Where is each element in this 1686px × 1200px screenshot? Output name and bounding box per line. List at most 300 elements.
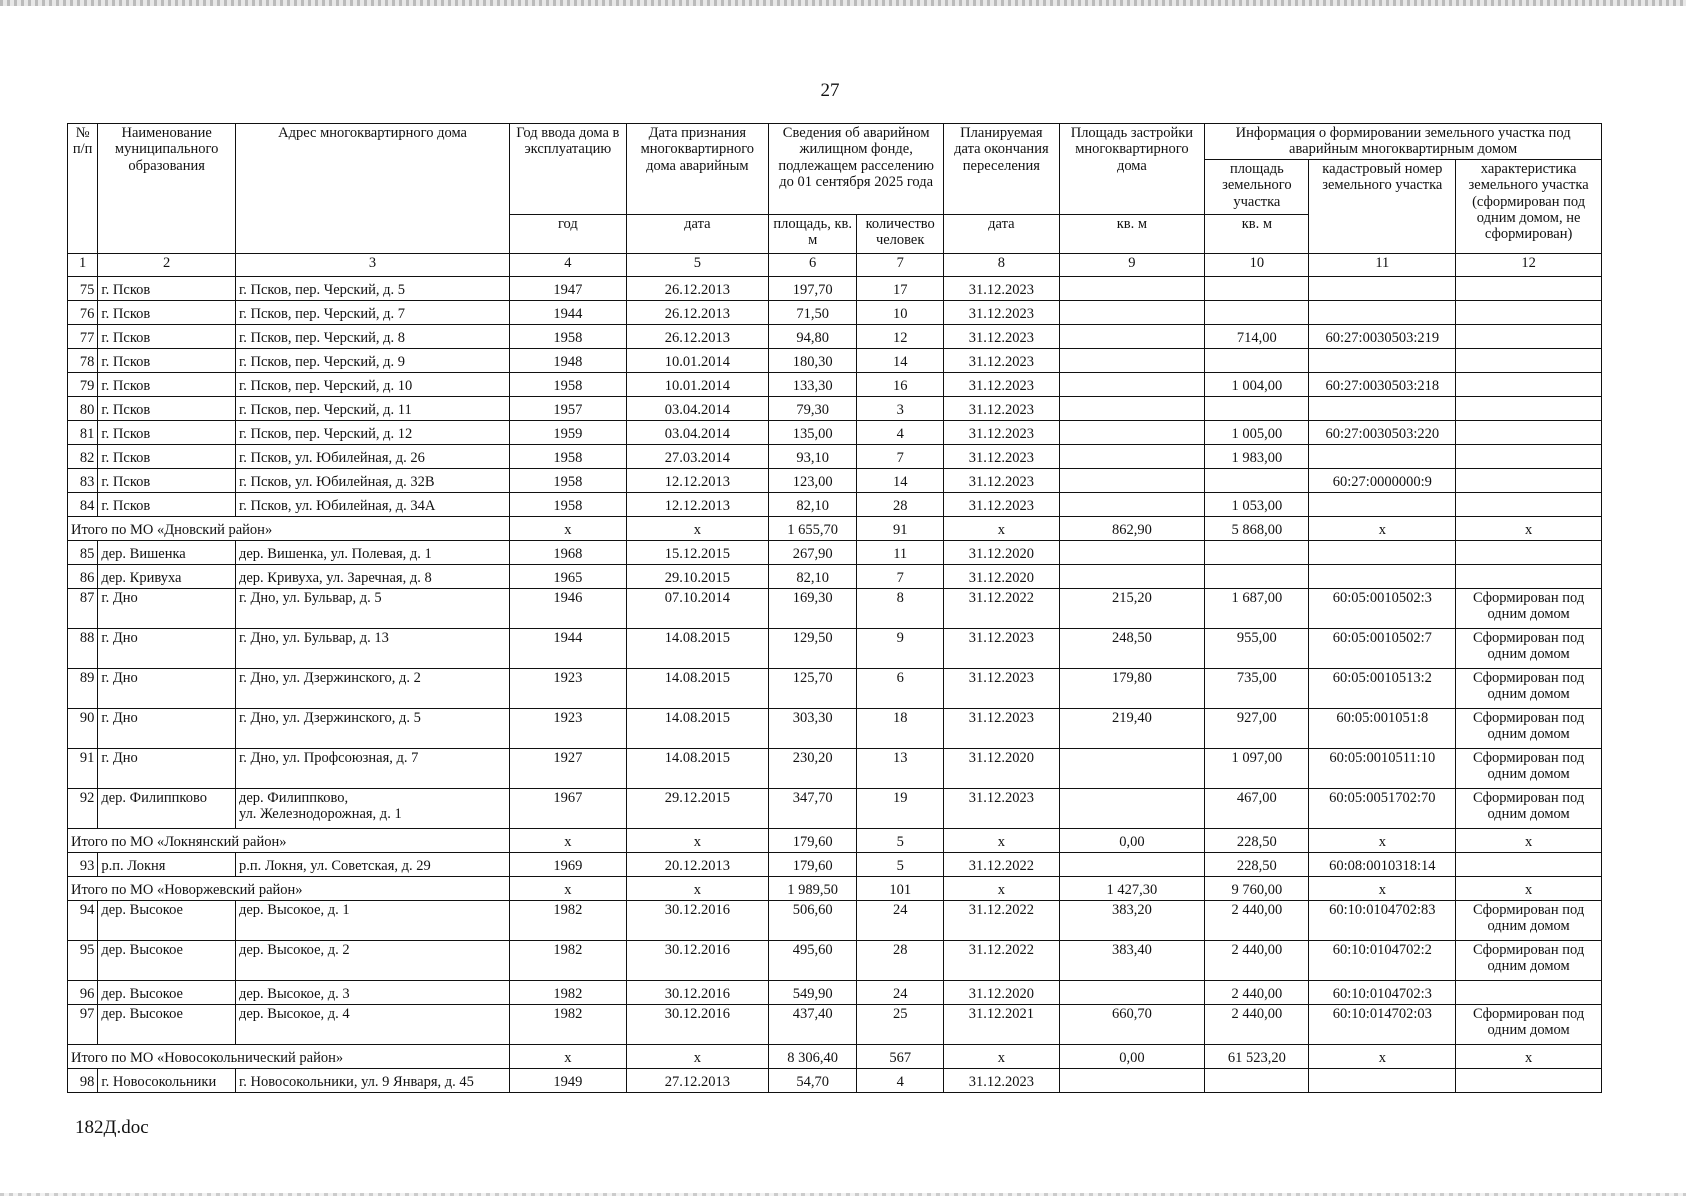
build-area-cell: 1 427,30 <box>1059 876 1205 900</box>
municipality-cell: г. Псков <box>98 468 236 492</box>
people-count-cell: 5 <box>857 828 944 852</box>
header-fund: Сведения об аварийном жилищном фонде, подлежащем расселению до 01 сентября 2025 года <box>769 124 944 215</box>
year-cell: х <box>510 1044 626 1068</box>
recognition-date-cell: 14.08.2015 <box>626 748 769 788</box>
cadastral-number-cell: 60:27:0030503:220 <box>1309 420 1456 444</box>
municipality-cell: дер. Высокое <box>98 980 236 1004</box>
cadastral-number-cell: 60:27:0030503:218 <box>1309 372 1456 396</box>
row-number: 89 <box>68 668 98 708</box>
recognition-date-cell: 26.12.2013 <box>626 276 769 300</box>
municipality-cell: г. Псков <box>98 492 236 516</box>
fund-area-cell: 347,70 <box>769 788 857 828</box>
cadastral-number-cell: 60:05:001051:8 <box>1309 708 1456 748</box>
recognition-date-cell: 03.04.2014 <box>626 396 769 420</box>
people-count-cell: 4 <box>857 420 944 444</box>
fund-area-cell: 54,70 <box>769 1068 857 1092</box>
header-year: Год ввода дома в эксплуатацию <box>510 124 626 215</box>
build-area-cell: 862,90 <box>1059 516 1205 540</box>
plan-date-cell: 31.12.2023 <box>944 1068 1059 1092</box>
people-count-cell: 10 <box>857 300 944 324</box>
plan-date-cell: 31.12.2023 <box>944 396 1059 420</box>
plan-date-cell: 31.12.2021 <box>944 1004 1059 1044</box>
address-cell: г. Дно, ул. Бульвар, д. 13 <box>235 628 509 668</box>
column-number: 9 <box>1059 253 1205 276</box>
people-count-cell: 18 <box>857 708 944 748</box>
land-area-cell: 1 004,00 <box>1205 372 1309 396</box>
plan-date-cell: 31.12.2023 <box>944 372 1059 396</box>
municipality-cell: дер. Филиппково <box>98 788 236 828</box>
plan-date-cell: 31.12.2023 <box>944 492 1059 516</box>
cadastral-number-cell <box>1309 1068 1456 1092</box>
people-count-cell: 24 <box>857 980 944 1004</box>
row-number: 93 <box>68 852 98 876</box>
build-area-cell <box>1059 980 1205 1004</box>
municipality-cell: г. Дно <box>98 628 236 668</box>
column-number: 8 <box>944 253 1059 276</box>
build-area-cell: 179,80 <box>1059 668 1205 708</box>
row-number: 95 <box>68 940 98 980</box>
land-area-cell: 955,00 <box>1205 628 1309 668</box>
unit-date: дата <box>626 214 769 253</box>
fund-area-cell: 179,60 <box>769 852 857 876</box>
table-row <box>68 540 1602 564</box>
cadastral-number-cell <box>1309 348 1456 372</box>
address-cell: дер. Филиппково, ул. Железнодорожная, д. 1 <box>235 788 509 828</box>
column-number: 2 <box>98 253 236 276</box>
year-cell: 1958 <box>510 324 626 348</box>
recognition-date-cell: 14.08.2015 <box>626 628 769 668</box>
year-cell: 1949 <box>510 1068 626 1092</box>
recognition-date-cell: 30.12.2016 <box>626 980 769 1004</box>
cadastral-number-cell <box>1309 444 1456 468</box>
municipality-cell: г. Новосокольники <box>98 1068 236 1092</box>
plan-date-cell: 31.12.2023 <box>944 788 1059 828</box>
year-cell: 1982 <box>510 1004 626 1044</box>
land-area-cell: 2 440,00 <box>1205 980 1309 1004</box>
row-number: 81 <box>68 420 98 444</box>
recognition-date-cell: 30.12.2016 <box>626 1004 769 1044</box>
people-count-cell: 25 <box>857 1004 944 1044</box>
row-number: 88 <box>68 628 98 668</box>
cadastral-number-cell: 60:08:0010318:14 <box>1309 852 1456 876</box>
recognition-date-cell: 26.12.2013 <box>626 300 769 324</box>
column-number: 11 <box>1309 253 1456 276</box>
address-cell: г. Псков, пер. Черский, д. 12 <box>235 420 509 444</box>
land-area-cell: 467,00 <box>1205 788 1309 828</box>
scan-edge-top <box>0 0 1686 6</box>
land-characteristic-cell <box>1456 348 1602 372</box>
table-row <box>68 1068 1602 1092</box>
cadastral-number-cell: 60:05:0010511:10 <box>1309 748 1456 788</box>
land-area-cell: 228,50 <box>1205 852 1309 876</box>
row-number: 96 <box>68 980 98 1004</box>
municipality-cell: дер. Высокое <box>98 1004 236 1044</box>
plan-date-cell: 31.12.2023 <box>944 444 1059 468</box>
build-area-cell: 383,40 <box>1059 940 1205 980</box>
address-cell: г. Дно, ул. Бульвар, д. 5 <box>235 588 509 628</box>
year-cell: 1982 <box>510 940 626 980</box>
address-cell: г. Псков, пер. Черский, д. 8 <box>235 324 509 348</box>
build-area-cell <box>1059 396 1205 420</box>
address-cell: г. Псков, пер. Черский, д. 7 <box>235 300 509 324</box>
land-area-cell <box>1205 348 1309 372</box>
plan-date-cell: 31.12.2023 <box>944 708 1059 748</box>
recognition-date-cell: 10.01.2014 <box>626 372 769 396</box>
header-mo: Наименование муниципального образования <box>98 124 236 254</box>
subtotal-label: Итого по МО «Новоржевский район» <box>68 876 510 900</box>
recognition-date-cell: 30.12.2016 <box>626 940 769 980</box>
cadastral-number-cell: х <box>1309 876 1456 900</box>
fund-area-cell: 169,30 <box>769 588 857 628</box>
year-cell: 1923 <box>510 668 626 708</box>
subtotal-row <box>68 1044 1602 1068</box>
recognition-date-cell: 29.12.2015 <box>626 788 769 828</box>
address-cell: г. Дно, ул. Профсоюзная, д. 7 <box>235 748 509 788</box>
land-characteristic-cell <box>1456 396 1602 420</box>
year-cell: 1946 <box>510 588 626 628</box>
plan-date-cell: х <box>944 1044 1059 1068</box>
people-count-cell: 6 <box>857 668 944 708</box>
row-number: 86 <box>68 564 98 588</box>
year-cell: 1958 <box>510 468 626 492</box>
cadastral-number-cell: 60:27:0030503:219 <box>1309 324 1456 348</box>
table-row <box>68 396 1602 420</box>
table-row <box>68 324 1602 348</box>
fund-area-cell: 123,00 <box>769 468 857 492</box>
land-characteristic-cell <box>1456 372 1602 396</box>
cadastral-number-cell: 60:10:014702:03 <box>1309 1004 1456 1044</box>
subtotal-label: Итого по МО «Дновский район» <box>68 516 510 540</box>
cadastral-number-cell: 60:10:0104702:2 <box>1309 940 1456 980</box>
row-number: 87 <box>68 588 98 628</box>
fund-area-cell: 197,70 <box>769 276 857 300</box>
municipality-cell: г. Псков <box>98 372 236 396</box>
people-count-cell: 28 <box>857 492 944 516</box>
land-characteristic-cell <box>1456 540 1602 564</box>
land-characteristic-cell: Сформирован под одним домом <box>1456 788 1602 828</box>
land-characteristic-cell <box>1456 276 1602 300</box>
table-row <box>68 748 1602 788</box>
fund-area-cell: 94,80 <box>769 324 857 348</box>
people-count-cell: 24 <box>857 900 944 940</box>
row-number: 77 <box>68 324 98 348</box>
fund-area-cell: 1 989,50 <box>769 876 857 900</box>
recognition-date-cell: 27.12.2013 <box>626 1068 769 1092</box>
people-count-cell: 3 <box>857 396 944 420</box>
land-area-cell: 1 097,00 <box>1205 748 1309 788</box>
row-number: 83 <box>68 468 98 492</box>
people-count-cell: 9 <box>857 628 944 668</box>
row-number: 82 <box>68 444 98 468</box>
address-cell: г. Псков, пер. Черский, д. 5 <box>235 276 509 300</box>
row-number: 91 <box>68 748 98 788</box>
land-characteristic-cell <box>1456 980 1602 1004</box>
recognition-date-cell: 12.12.2013 <box>626 492 769 516</box>
build-area-cell: 0,00 <box>1059 1044 1205 1068</box>
table-row <box>68 492 1602 516</box>
row-number: 85 <box>68 540 98 564</box>
address-cell: г. Псков, пер. Черский, д. 11 <box>235 396 509 420</box>
people-count-cell: 19 <box>857 788 944 828</box>
plan-date-cell: 31.12.2020 <box>944 564 1059 588</box>
recognition-date-cell: 29.10.2015 <box>626 564 769 588</box>
row-number: 76 <box>68 300 98 324</box>
table-row <box>68 900 1602 940</box>
land-area-cell: 5 868,00 <box>1205 516 1309 540</box>
row-number: 92 <box>68 788 98 828</box>
column-number: 1 <box>68 253 98 276</box>
table-row <box>68 788 1602 828</box>
plan-date-cell: 31.12.2023 <box>944 628 1059 668</box>
municipality-cell: г. Дно <box>98 708 236 748</box>
header-land-info: Информация о формировании земельного участка под аварийным многоквартирным домом <box>1205 124 1602 160</box>
municipality-cell: г. Псков <box>98 300 236 324</box>
address-cell: г. Новосокольники, ул. 9 Января, д. 45 <box>235 1068 509 1092</box>
table-row <box>68 708 1602 748</box>
year-cell: 1965 <box>510 564 626 588</box>
build-area-cell: 215,20 <box>1059 588 1205 628</box>
land-area-cell <box>1205 396 1309 420</box>
municipality-cell: г. Дно <box>98 588 236 628</box>
land-area-cell: 714,00 <box>1205 324 1309 348</box>
year-cell: х <box>510 876 626 900</box>
build-area-cell <box>1059 540 1205 564</box>
build-area-cell <box>1059 468 1205 492</box>
cadastral-number-cell: 60:05:0010502:3 <box>1309 588 1456 628</box>
people-count-cell: 567 <box>857 1044 944 1068</box>
subtotal-row <box>68 516 1602 540</box>
municipality-cell: г. Псков <box>98 396 236 420</box>
year-cell: 1957 <box>510 396 626 420</box>
row-number: 78 <box>68 348 98 372</box>
row-number: 90 <box>68 708 98 748</box>
plan-date-cell: 31.12.2023 <box>944 420 1059 444</box>
land-characteristic-cell <box>1456 468 1602 492</box>
municipality-cell: г. Псков <box>98 420 236 444</box>
fund-area-cell: 180,30 <box>769 348 857 372</box>
build-area-cell <box>1059 372 1205 396</box>
unit-year: год <box>510 214 626 253</box>
unit-area: площадь, кв. м <box>769 214 857 253</box>
recognition-date-cell: 10.01.2014 <box>626 348 769 372</box>
address-cell: дер. Высокое, д. 4 <box>235 1004 509 1044</box>
municipality-cell: г. Псков <box>98 324 236 348</box>
build-area-cell <box>1059 300 1205 324</box>
table-row <box>68 980 1602 1004</box>
people-count-cell: 16 <box>857 372 944 396</box>
land-characteristic-cell <box>1456 324 1602 348</box>
header-num: № п/п <box>68 124 98 254</box>
column-number: 10 <box>1205 253 1309 276</box>
municipality-cell: г. Псков <box>98 444 236 468</box>
fund-area-cell: 129,50 <box>769 628 857 668</box>
municipality-cell: г. Псков <box>98 276 236 300</box>
build-area-cell: 0,00 <box>1059 828 1205 852</box>
build-area-cell <box>1059 444 1205 468</box>
people-count-cell: 4 <box>857 1068 944 1092</box>
column-number: 6 <box>769 253 857 276</box>
fund-area-cell: 437,40 <box>769 1004 857 1044</box>
year-cell: х <box>510 516 626 540</box>
people-count-cell: 12 <box>857 324 944 348</box>
people-count-cell: 7 <box>857 564 944 588</box>
land-characteristic-cell: Сформирован под одним домом <box>1456 668 1602 708</box>
year-cell: 1958 <box>510 492 626 516</box>
cadastral-number-cell <box>1309 300 1456 324</box>
build-area-cell <box>1059 420 1205 444</box>
land-characteristic-cell: Сформирован под одним домом <box>1456 628 1602 668</box>
table-row <box>68 276 1602 300</box>
year-cell: 1948 <box>510 348 626 372</box>
plan-date-cell: 31.12.2020 <box>944 748 1059 788</box>
people-count-cell: 7 <box>857 444 944 468</box>
land-area-cell: 2 440,00 <box>1205 940 1309 980</box>
table-row <box>68 852 1602 876</box>
cadastral-number-cell: 60:05:0010513:2 <box>1309 668 1456 708</box>
year-cell: 1944 <box>510 628 626 668</box>
land-area-cell: 1 053,00 <box>1205 492 1309 516</box>
municipality-cell: г. Дно <box>98 748 236 788</box>
row-number: 94 <box>68 900 98 940</box>
fund-area-cell: 71,50 <box>769 300 857 324</box>
plan-date-cell: 31.12.2023 <box>944 324 1059 348</box>
people-count-cell: 13 <box>857 748 944 788</box>
address-cell: г. Псков, ул. Юбилейная, д. 34А <box>235 492 509 516</box>
fund-area-cell: 495,60 <box>769 940 857 980</box>
fund-area-cell: 303,30 <box>769 708 857 748</box>
scan-edge-bottom <box>0 1193 1686 1196</box>
table-row <box>68 444 1602 468</box>
recognition-date-cell: 27.03.2014 <box>626 444 769 468</box>
people-count-cell: 14 <box>857 348 944 372</box>
people-count-cell: 101 <box>857 876 944 900</box>
land-characteristic-cell: Сформирован под одним домом <box>1456 588 1602 628</box>
column-number: 3 <box>235 253 509 276</box>
column-number: 7 <box>857 253 944 276</box>
subtotal-label: Итого по МО «Локнянский район» <box>68 828 510 852</box>
address-cell: г. Псков, пер. Черский, д. 10 <box>235 372 509 396</box>
row-number: 80 <box>68 396 98 420</box>
build-area-cell: 219,40 <box>1059 708 1205 748</box>
emergency-housing-table <box>67 123 1602 1093</box>
year-cell: 1958 <box>510 372 626 396</box>
people-count-cell: 14 <box>857 468 944 492</box>
land-characteristic-cell <box>1456 492 1602 516</box>
subtotal-row <box>68 828 1602 852</box>
plan-date-cell: 31.12.2023 <box>944 300 1059 324</box>
land-characteristic-cell <box>1456 444 1602 468</box>
land-characteristic-cell: Сформирован под одним домом <box>1456 900 1602 940</box>
recognition-date-cell: 12.12.2013 <box>626 468 769 492</box>
land-characteristic-cell: Сформирован под одним домом <box>1456 940 1602 980</box>
land-area-cell: 1 983,00 <box>1205 444 1309 468</box>
land-area-cell <box>1205 1068 1309 1092</box>
municipality-cell: р.п. Локня <box>98 852 236 876</box>
column-number-row <box>68 253 1602 276</box>
people-count-cell: 8 <box>857 588 944 628</box>
page-number: 27 <box>820 80 840 101</box>
header-land-area: площадь земельного участка <box>1205 159 1309 214</box>
address-cell: дер. Высокое, д. 3 <box>235 980 509 1004</box>
unit-land-area: кв. м <box>1205 214 1309 253</box>
plan-date-cell: х <box>944 828 1059 852</box>
table-row <box>68 564 1602 588</box>
year-cell: 1958 <box>510 444 626 468</box>
row-number: 84 <box>68 492 98 516</box>
land-characteristic-cell <box>1456 420 1602 444</box>
recognition-date-cell: 26.12.2013 <box>626 324 769 348</box>
people-count-cell: 91 <box>857 516 944 540</box>
table-row <box>68 628 1602 668</box>
address-cell: дер. Высокое, д. 2 <box>235 940 509 980</box>
column-number: 12 <box>1456 253 1602 276</box>
land-characteristic-cell <box>1456 564 1602 588</box>
build-area-cell: 248,50 <box>1059 628 1205 668</box>
fund-area-cell: 82,10 <box>769 564 857 588</box>
plan-date-cell: 31.12.2022 <box>944 900 1059 940</box>
recognition-date-cell: х <box>626 516 769 540</box>
row-number: 79 <box>68 372 98 396</box>
municipality-cell: г. Дно <box>98 668 236 708</box>
build-area-cell <box>1059 348 1205 372</box>
people-count-cell: 11 <box>857 540 944 564</box>
recognition-date-cell: х <box>626 828 769 852</box>
recognition-date-cell: 20.12.2013 <box>626 852 769 876</box>
fund-area-cell: 93,10 <box>769 444 857 468</box>
header-plan-date: Планируемая дата окончания переселения <box>944 124 1059 215</box>
unit-people: количество человек <box>857 214 944 253</box>
table-row <box>68 588 1602 628</box>
land-area-cell <box>1205 300 1309 324</box>
plan-date-cell: 31.12.2023 <box>944 348 1059 372</box>
plan-date-cell: 31.12.2022 <box>944 588 1059 628</box>
land-area-cell <box>1205 540 1309 564</box>
plan-date-cell: 31.12.2023 <box>944 468 1059 492</box>
plan-date-cell: 31.12.2020 <box>944 540 1059 564</box>
address-cell: дер. Высокое, д. 1 <box>235 900 509 940</box>
fund-area-cell: 267,90 <box>769 540 857 564</box>
build-area-cell: 660,70 <box>1059 1004 1205 1044</box>
cadastral-number-cell: 60:10:0104702:83 <box>1309 900 1456 940</box>
column-number: 5 <box>626 253 769 276</box>
land-characteristic-cell: Сформирован под одним домом <box>1456 708 1602 748</box>
address-cell: г. Псков, ул. Юбилейная, д. 26 <box>235 444 509 468</box>
build-area-cell <box>1059 492 1205 516</box>
table-row <box>68 668 1602 708</box>
address-cell: г. Дно, ул. Дзержинского, д. 2 <box>235 668 509 708</box>
plan-date-cell: 31.12.2022 <box>944 852 1059 876</box>
fund-area-cell: 1 655,70 <box>769 516 857 540</box>
land-characteristic-cell: Сформирован под одним домом <box>1456 748 1602 788</box>
cadastral-number-cell: 60:05:0051702:70 <box>1309 788 1456 828</box>
land-characteristic-cell: Сформирован под одним домом <box>1456 1004 1602 1044</box>
cadastral-number-cell <box>1309 276 1456 300</box>
cadastral-number-cell: х <box>1309 828 1456 852</box>
cadastral-number-cell <box>1309 396 1456 420</box>
plan-date-cell: х <box>944 516 1059 540</box>
year-cell: х <box>510 828 626 852</box>
subtotal-label: Итого по МО «Новосокольнический район» <box>68 1044 510 1068</box>
header-land-char: характеристика земельного участка (сформирован под одним домом, не сформирован) <box>1456 159 1602 253</box>
address-cell: г. Дно, ул. Дзержинского, д. 5 <box>235 708 509 748</box>
row-number: 75 <box>68 276 98 300</box>
year-cell: 1927 <box>510 748 626 788</box>
land-area-cell: 61 523,20 <box>1205 1044 1309 1068</box>
recognition-date-cell: 14.08.2015 <box>626 668 769 708</box>
recognition-date-cell: 03.04.2014 <box>626 420 769 444</box>
header-cadastral: кадастровый номер земельного участка <box>1309 159 1456 253</box>
people-count-cell: 17 <box>857 276 944 300</box>
